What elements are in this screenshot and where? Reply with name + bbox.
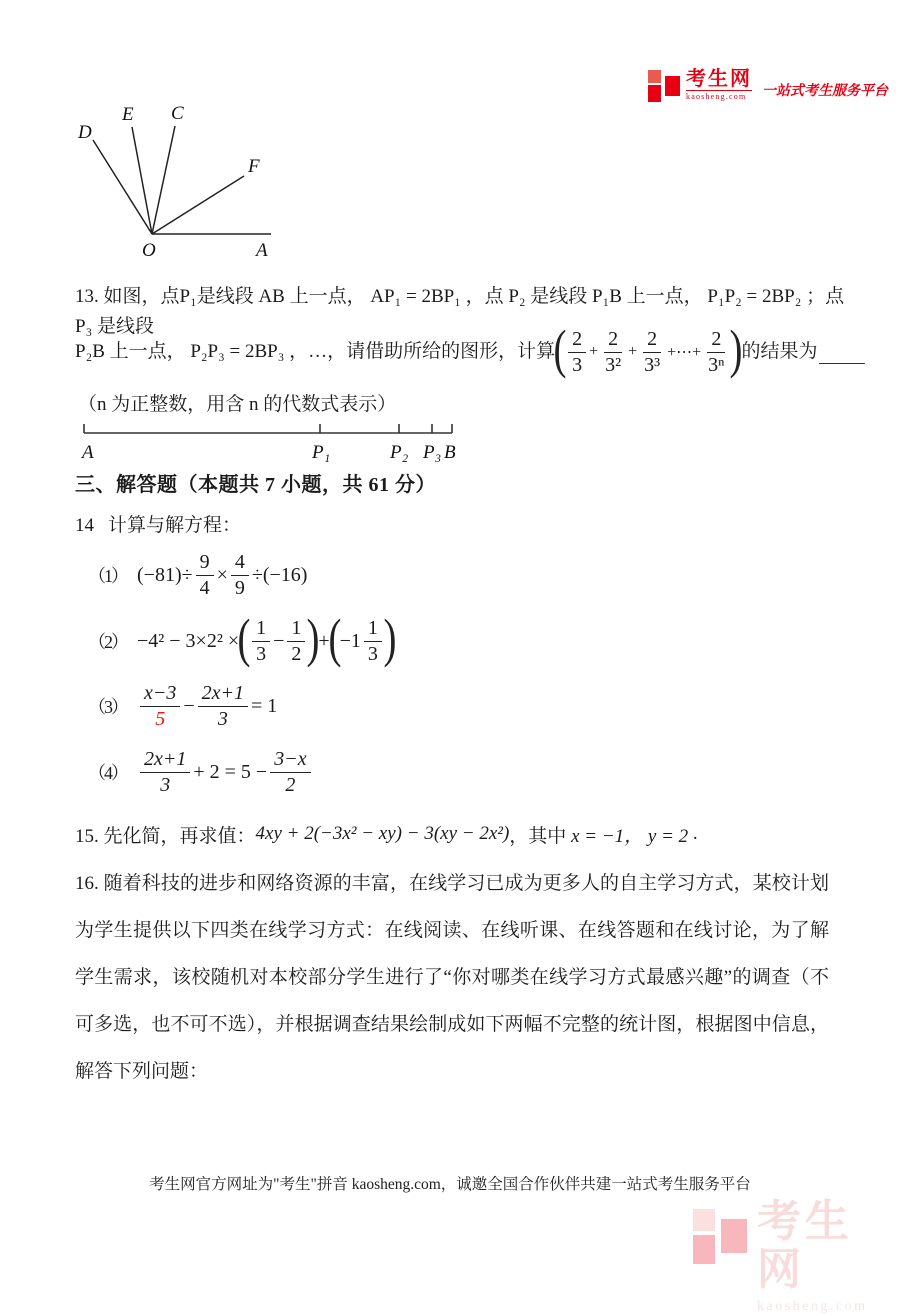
q13-line1: 13. 如图，点P₁是线段 AB 上一点， AP₁ = 2BP₁ ，点 P₂ 是线段 P₁B 上一点， P₁P₂ = 2BP₂ ；点 P₃ 是线段 [75,286,845,337]
point-label-A: A [82,442,94,463]
fraction [270,748,310,797]
angle-rays-lines [93,126,271,234]
fraction-numerator: 1 [364,617,382,642]
answer-blank [819,341,865,364]
equation-label: （4） [88,763,127,783]
watermark-logo-icon [693,1206,747,1268]
fraction-numerator: 2x+1 [198,682,248,707]
q15-lead: 15. 先化简，再求值： [75,825,256,847]
plus-sign: + [589,343,599,360]
q13-line2: P₂B 上一点， P₂P₃ = 2BP₃ ，…，请借助所给的图形，计算 ( $\frac{2}{3}$ + $\frac{2}{\text{3²}}$ + $\frac{2}{\text{3³}}$ +⋯+ $\frac{2}{\text{3ⁿ}}$ ) 的结果为 [75,320,865,384]
logo-brand: 考生网 [686,68,752,90]
point-label-P3: P₃ [423,442,442,463]
equation-label: （1） [88,566,127,586]
fraction [140,748,190,797]
angle-rays-figure [72,100,292,262]
fraction-denominator-red: 5 [155,707,166,730]
fraction-numerator: 1 [287,617,305,642]
fraction [252,617,270,666]
q14-number: 14 [75,515,94,536]
fraction-numerator: 2 [707,328,725,353]
fraction-denominator: 2 [285,773,296,796]
logo-text [686,68,752,102]
fraction [704,328,728,377]
point-label-E: E [122,104,134,125]
logo-block-icon [648,85,661,102]
q14-equation-3 [88,674,277,738]
equation-term: + 2 = 5 − [193,760,268,783]
q15-mid: ，其中 [509,825,572,847]
fraction [140,682,180,731]
point-label-P1: P₁ [312,442,331,463]
kaosheng-logo [648,68,888,104]
logo-block-icon [648,70,661,83]
fraction [198,682,248,731]
fraction-numerator: 1 [252,617,270,642]
fraction [568,328,586,377]
point-label-O: O [142,240,156,261]
fraction [640,328,664,377]
fraction [231,551,249,600]
equation-term: ÷(−16) [251,563,308,586]
equation-label: （3） [88,697,127,717]
q14-equation-4 [88,740,314,804]
fraction-numerator: 9 [196,551,214,576]
minus-sign: − [183,694,195,717]
fraction-numerator: 4 [231,551,249,576]
point-label-P2: P₂ [390,442,409,463]
ellipsis-plus: +⋯+ [667,344,702,361]
logo-block-icon [693,1235,715,1264]
minus-sign: − [273,629,285,652]
equals-term: = 1 [251,694,278,717]
q14-equation-2: （2） −4² − 3×2² × ( $\frac{1}{3}$ − $\frac{1}{2}$ ) + ( −1 $\frac{1}{3}$ ) [88,608,397,668]
q14-header [75,510,241,537]
watermark-brand: 考生网 [757,1197,853,1294]
q16-paragraph: 16. 随着科技的进步和网络资源的丰富，在线学习已成为更多人的自主学习方式，某校计划为学生提供以下四类在线学习方式：在线阅读、在线听课、在线答题和在线讨论，为了解学生需求，该校随机对本校部分学生进行了“你对哪类在线学习方式最感兴趣”的调查（不可多选，也不可不选），并根据调查结果绘制成如下两幅不完整的统计图，根据图中信息，解答下列问题： [75,873,829,1082]
fraction-denominator: 3² [605,353,622,376]
logo-block-icon [665,76,680,96]
logo-block-icon [721,1219,747,1253]
fraction-denominator: 3ⁿ [708,353,725,376]
point-label-A: A [256,240,268,261]
fraction [601,328,625,377]
fraction [287,617,305,666]
logo-tagline: 一站式考生服务平台 [762,83,888,99]
watermark-domain: kaosheng.com [757,1299,868,1314]
fraction-numerator: 2 [643,328,661,353]
times-sign: × [216,563,228,586]
q14-equation-1 [88,544,307,606]
fraction-numerator: x−3 [140,682,180,707]
point-label-B: B [444,442,456,463]
fraction [196,551,214,600]
point-label-D: D [78,122,92,143]
q15-formula: 4xy + 2(−3x² − xy) − 3(xy − 2x²) [255,823,510,844]
logo-block-icon [693,1209,715,1231]
segment-lines [84,424,452,433]
fraction-denominator: 3 [217,707,228,730]
watermark-text [757,1198,900,1316]
fraction-denominator: 9 [234,576,245,599]
point-label-C: C [171,103,184,124]
segment-figure [82,418,462,464]
point-label-F: F [248,156,260,177]
kaosheng-logo-icon [648,68,680,104]
fraction-denominator: 3 [367,642,378,665]
q15-period: . [688,823,698,844]
fraction-denominator: 3 [160,773,171,796]
fraction-denominator: 3³ [644,353,661,376]
kaosheng-watermark [693,1198,900,1316]
q13-line3: （n 为正整数，用含 n 的代数式表示） [78,394,397,415]
equation-term: −4² − 3×2² × [137,629,240,652]
q13-line2-tail: 的结果为 [741,341,818,362]
logo-domain: kaosheng.com [686,90,752,102]
equation-term: (−81)÷ [137,563,193,586]
q15-condition: x = −1， y = 2 [571,825,689,847]
fraction-denominator: 3 [572,353,583,376]
q13-line2-lead: P₂B 上一点， P₂P₃ = 2BP₃ ，…，请借助所给的图形，计算 [75,341,556,362]
equation-label: （2） [88,632,127,652]
plus-sign: + [628,343,638,360]
fraction [364,617,382,666]
fraction-numerator: 2x+1 [140,748,190,773]
q15-line [75,812,698,856]
fraction-denominator: 4 [199,576,210,599]
footer-text: 考生网官方网址为"考生"拼音 kaosheng.com，诚邀全国合作伙伴共建一站式考生服务平台 [149,1176,751,1193]
fraction-denominator: 3 [256,642,267,665]
fraction-denominator: 2 [291,642,302,665]
equation-term: −1 [339,629,361,652]
fraction-numerator: 3−x [270,748,310,773]
q14-title: 计算与解方程： [108,515,242,536]
fraction-numerator: 2 [604,328,622,353]
section3-heading: 三、解答题（本题共 7 小题，共 61 分） [75,474,436,496]
fraction-numerator: 2 [568,328,586,353]
plus-sign: + [318,629,330,652]
